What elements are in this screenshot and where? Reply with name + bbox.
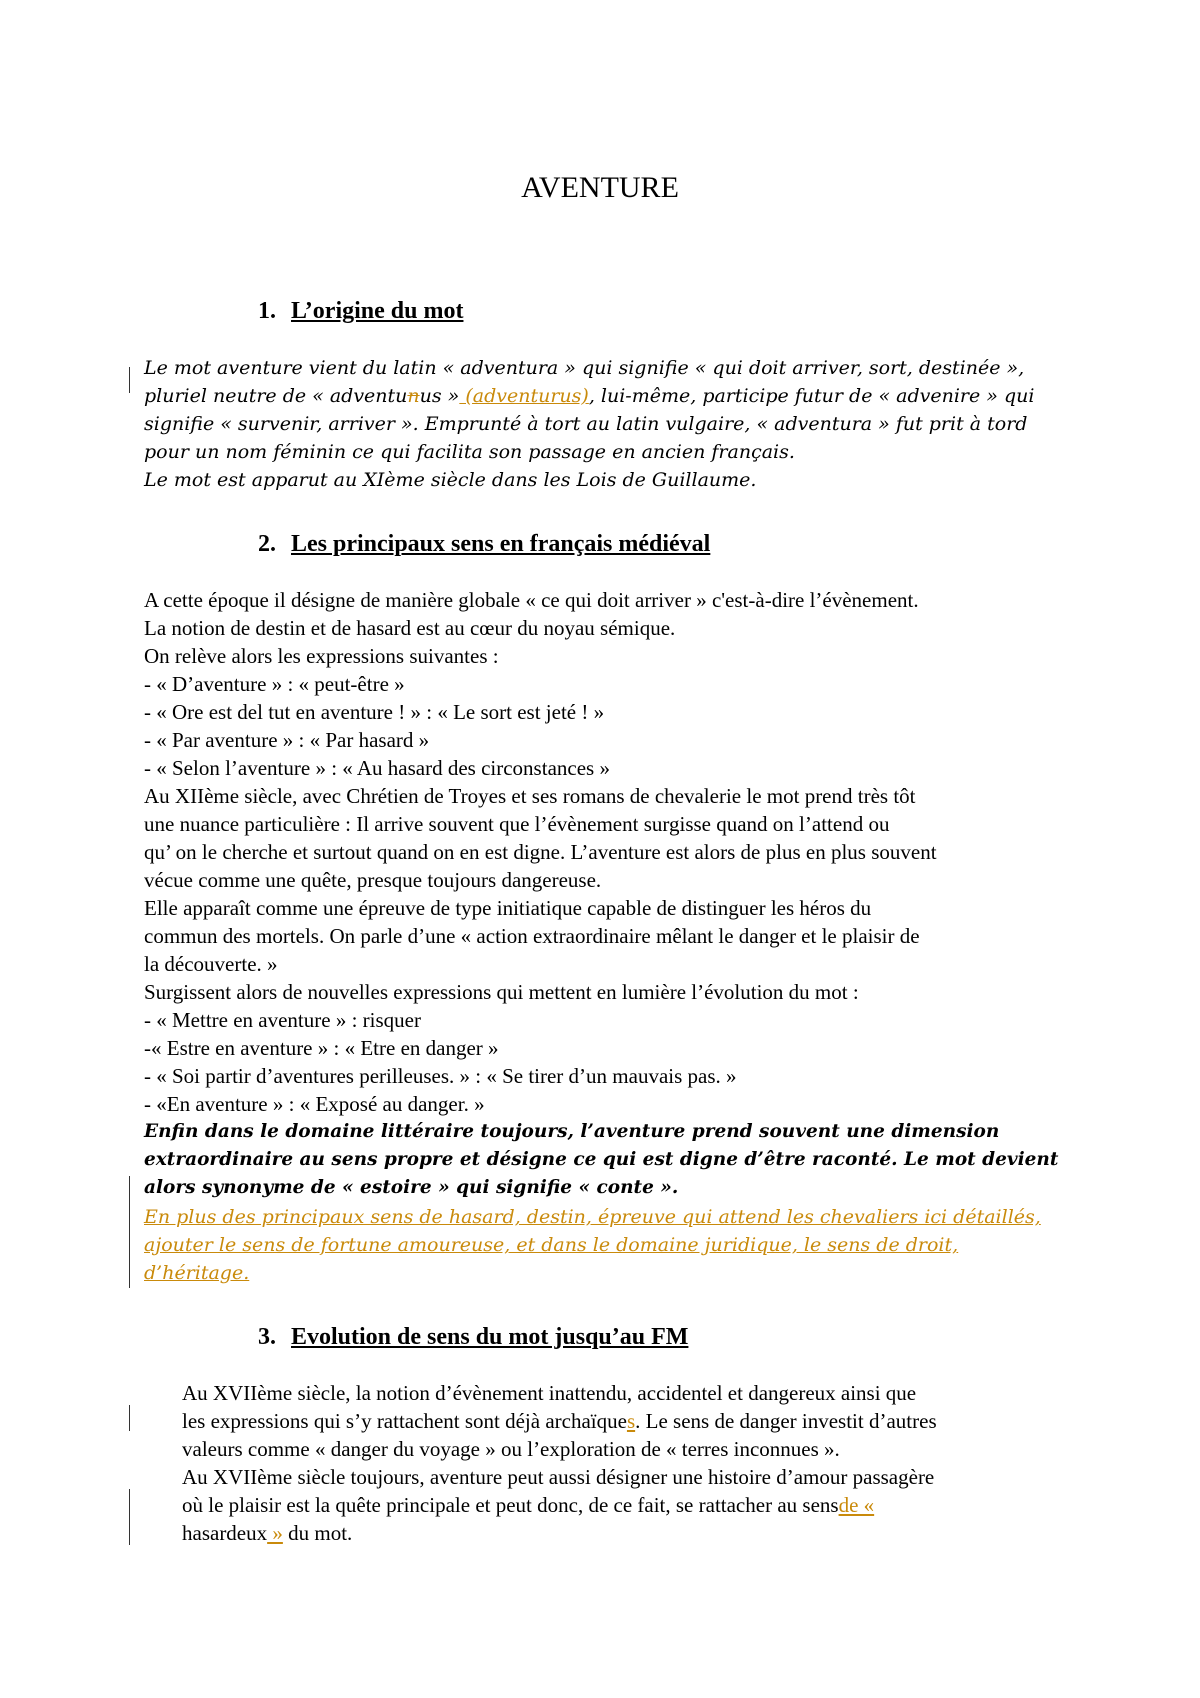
section-3-heading xyxy=(258,1322,688,1352)
text-run: hasardeux xyxy=(182,1521,268,1545)
paragraph-line: signifie « survenir, arriver ». Emprunté à tort au latin vulgaire, « adventura » fut prit à tord xyxy=(144,413,1028,435)
paragraph-line xyxy=(182,1491,1122,1519)
tracked-insertion: (adventurus) xyxy=(459,385,589,407)
section-2-title: Les principaux sens en français médiéval xyxy=(291,531,711,557)
section-1-title: L’origine du mot xyxy=(291,298,464,324)
tracked-deletion: n xyxy=(407,385,420,407)
section-2-heading xyxy=(258,529,710,559)
paragraph-line: Elle apparaît comme une épreuve de type initiatique capable de distinguer les héros du xyxy=(144,896,872,920)
section-3-title: Evolution de sens du mot jusqu’au FM xyxy=(291,1324,689,1350)
paragraph-line: On relève alors les expressions suivantes : xyxy=(144,644,499,668)
paragraph-line: valeurs comme « danger du voyage » ou l’exploration de « terres inconnues ». xyxy=(182,1437,840,1461)
tracked-insertion-paragraph xyxy=(144,1203,1084,1287)
paragraph-line: Au XVIIème siècle toujours, aventure peut aussi désigner une histoire d’amour passagère xyxy=(182,1465,935,1489)
list-item: - « D’aventure » : « peut-être » xyxy=(144,672,405,696)
paragraph-line: la découverte. » xyxy=(144,952,278,976)
paragraph-line: Le mot est apparut au XIème siècle dans les Lois de Guillaume. xyxy=(144,469,757,491)
text-run: pluriel neutre de « adventu xyxy=(144,385,408,407)
paragraph-line: Au XIIème siècle, avec Chrétien de Troyes et ses romans de chevalerie le mot prend très tôt xyxy=(144,784,916,808)
list-item: - «En aventure » : « Exposé au danger. » xyxy=(144,1092,485,1116)
text-run: . Le sens de danger investit d’autres xyxy=(635,1409,937,1433)
text-run: , lui-même, participe futur de « advenire » qui xyxy=(588,385,1035,407)
paragraph-line: ajouter le sens de fortune amoureuse, et dans le domaine juridique, le sens de droit, xyxy=(144,1234,959,1256)
paragraph-line: Enfin dans le domaine littéraire toujours, l’aventure prend souvent une dimension xyxy=(144,1121,1000,1142)
document-title: AVENTURE xyxy=(521,171,679,204)
list-item: - « Mettre en aventure » : risquer xyxy=(144,1008,421,1032)
paragraph-line: En plus des principaux sens de hasard, destin, épreuve qui attend les chevaliers ici détaillés, xyxy=(144,1206,1041,1228)
paragraph-line xyxy=(144,382,1084,410)
change-bar xyxy=(129,1405,130,1431)
paragraph-line: La notion de destin et de hasard est au cœur du noyau sémique. xyxy=(144,616,676,640)
list-item: - « Selon l’aventure » : « Au hasard des circonstances » xyxy=(144,756,610,780)
paragraph-line: vécue comme une quête, presque toujours dangereuse. xyxy=(144,868,602,892)
section-1-body xyxy=(144,354,1084,494)
text-run: où le plaisir est la quête principale et peut donc, de ce fait, se rattacher au sens xyxy=(182,1493,839,1517)
change-bar xyxy=(129,367,130,393)
list-item: - « Par aventure » : « Par hasard » xyxy=(144,728,430,752)
paragraph-line: Surgissent alors de nouvelles expressions qui mettent en lumière l’évolution du mot : xyxy=(144,980,859,1004)
paragraph-line: commun des mortels. On parle d’une « action extraordinaire mêlant le danger et le plaisir de xyxy=(144,924,920,948)
section-1-number: 1. xyxy=(258,298,276,324)
section-3-number: 3. xyxy=(258,1324,276,1350)
change-bar xyxy=(129,1489,130,1545)
paragraph-line xyxy=(182,1519,1122,1547)
section-2-body xyxy=(144,586,1084,1118)
section-2-literary-paragraph xyxy=(144,1118,1084,1202)
paragraph-line: qu’ on le cherche et surtout quand on en est digne. L’aventure est alors de plus en plus souvent xyxy=(144,840,937,864)
change-bar xyxy=(129,1176,130,1288)
paragraph-line: une nuance particulière : Il arrive souvent que l’évènement surgisse quand on l’attend ou xyxy=(144,812,890,836)
paragraph-line xyxy=(182,1407,1122,1435)
section-2-number: 2. xyxy=(258,531,276,557)
paragraph-line: Le mot aventure vient du latin « adventura » qui signifie « qui doit arriver, sort, destinée », xyxy=(144,357,1025,379)
tracked-insertion: de « xyxy=(838,1493,875,1517)
paragraph-line: d’héritage. xyxy=(144,1262,250,1284)
text-run: du mot. xyxy=(282,1521,353,1545)
paragraph-line: alors synonyme de « estoire » qui signifie « conte ». xyxy=(144,1177,679,1198)
list-item: - « Soi partir d’aventures perilleuses. » : « Se tirer d’un mauvais pas. » xyxy=(144,1064,737,1088)
paragraph-line: A cette époque il désigne de manière globale « ce qui doit arriver » c'est-à-dire l’évènement. xyxy=(144,588,919,612)
paragraph-line: Au XVIIème siècle, la notion d’évènement inattendu, accidentel et dangereux ainsi que xyxy=(182,1381,917,1405)
list-item: - « Ore est del tut en aventure ! » : « Le sort est jeté ! » xyxy=(144,700,605,724)
section-3-body xyxy=(182,1379,1122,1547)
paragraph-line: pour un nom féminin ce qui facilita son passage en ancien français. xyxy=(144,441,795,463)
text-run: us » xyxy=(419,385,460,407)
paragraph-line: extraordinaire au sens propre et désigne ce qui est digne d’être raconté. Le mot devient xyxy=(144,1149,1059,1170)
section-1-heading xyxy=(258,296,463,326)
text-run: les expressions qui s’y rattachent sont déjà archaïque xyxy=(182,1409,627,1433)
tracked-insertion: s xyxy=(626,1409,636,1433)
list-item: -« Estre en aventure » : « Etre en danger » xyxy=(144,1036,499,1060)
tracked-insertion: » xyxy=(267,1521,283,1545)
